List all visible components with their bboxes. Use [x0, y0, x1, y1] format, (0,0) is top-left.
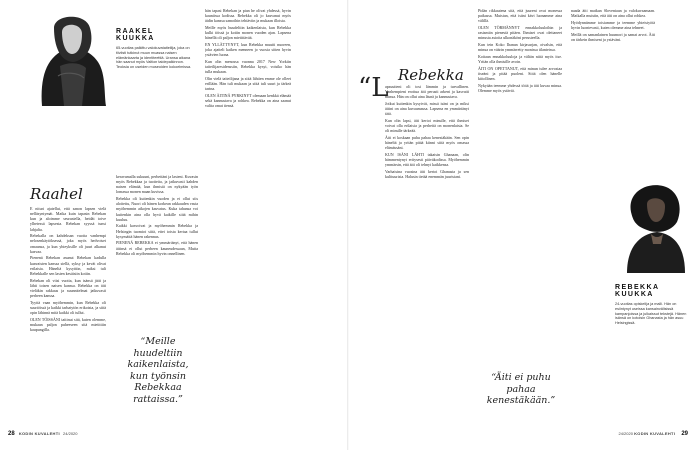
- portrait-illustration: [613, 178, 695, 273]
- paragraph: naada äiti matkan Sloveniaan ja valokuvaamaan. Matkalla muistin, että äiti on aina ollut rohkea.: [571, 8, 655, 19]
- paragraph: Kun olin menossa vuonna 2017 New Yorkiin taiteilijaresidenssiin, Rebekka kysyi, voisiko hän tulla mukaan.: [205, 58, 291, 75]
- paragraph: KUN ISÄNI LÄHTI takaisin Ghanaan, olin hämmentynyt eritysesti päiväkodissa. Myöhemmin ymmärsin, että äiti oli tehnyt kaikkensa.: [385, 151, 469, 168]
- paragraph: Kun tein Koko Ihanan kirjasarjan, oivalsin, että minua on väärin ymmärretty monissa tilanteissa.: [478, 41, 562, 53]
- paragraph: Meille myös huudeltiin kaikenlaista, kun Rebekka kulki töissä ja kotiin monen vuoden ajan. Lapsena hänellä oli paljon mietittävää.: [205, 24, 291, 41]
- paragraph: Meillä on samanlainen huumori ja samat arvot. Äiti on tärkein ihmiseni ja ystäväni.: [571, 31, 655, 42]
- opening-quote-mark: “L: [358, 73, 389, 103]
- paragraph: PIENENÄ REBEKKA ei ymmärtänyt, että hänen äitinsä ei ollut perheen kauneudessaan, Mutta Rebekka oli myöhemmin hyvin onnellinen.: [116, 240, 198, 256]
- paragraph: Pidän rikkautena sitä, että juureni ovat monessa paikassa. Muistan, että isäni kävi luonamme aina välillä.: [478, 8, 562, 24]
- raahel-headword: Raahel: [30, 185, 83, 203]
- rebekka-name: REBEKKA KUUKKA: [615, 284, 660, 298]
- raakel-portrait-photo: [24, 6, 120, 106]
- paragraph: ÄITI ON OPETTANUT, että minun tulee arvostaa itseäni ja pitää puoleni. Siitä olen hänelle kiitollinen.: [478, 65, 562, 81]
- paragraph: Äiti ei koskaan puhu pahaa kenestäkään. Sen opin häneltä ja yritän pitää kiinni siitä myös omassa elämässäni.: [385, 134, 469, 151]
- paragraph: keravamalla sukuuni, perhettäni ja lasteni. Kuvasin myös Rebekkaa ja tuotteita, ja jatkuvasti kahden naisen elämää, kun ihmisiä on nykyään työn lomassa monen maan kuvissa.: [116, 174, 198, 195]
- pullquote-text: “Äiti ei puhu pahaa kenestäkään.”: [486, 372, 556, 406]
- paragraph: Pienenä Rebekan asunut Rebekan kadulla kaavaisten kanssa siellä, syksy ja kevät olivat erilaisia. Häneltä kysyttiin, miksi tuli Rebekkalle sen lasten kesäisiin kotiin.: [30, 255, 106, 276]
- paragraph: Tyyttä vaan myöhemmin, kun Rebekka oli suurtöissä ja kaikki tarhatytön erikoista, ja siitä opin lähinnä mitä kaikki oli tullut.: [30, 299, 106, 315]
- right-issue: 24/2020: [618, 431, 633, 436]
- paragraph: OLEN TÖRMÄNNYT ennakkoluuloihin ja rasismiin pienestä pitäen. Ihmiset ovat olettaneet minusta asioita ulkonäköni perusteella.: [478, 24, 562, 41]
- raakel-description: 65-vuotias palkittu valokuvataiteilija, joka on tiiviisti tutkinut muun muassa naisen elämänkaarta ja identiteettiä. Uransa aikana hän saanut myös Valtion taidepalkinnon. Teoksia on useiden museoiden kokoelmissa.: [116, 46, 192, 70]
- page-gutter: [347, 0, 349, 450]
- left-page-number: 28: [8, 431, 15, 437]
- paragraph: Olin vielä taiteilijana ja siitä lähtien emme ole olleet erillään. Hän tuli mukaan ja siitä tuli suuri ja tärkeä tarina.: [205, 75, 291, 92]
- paragraph: EN YLLÄTTYNYT, kun Rebekka muutti nuoreen, joka ajatteli kaiken menneen jo vuosia sitten hyvin ystävien luona.: [205, 41, 291, 58]
- paragraph: Varhaisina vuosina äiti kertoi Ghanasta ja sen kulttuurista. Halusin tietää enemmän juuristani.: [385, 168, 469, 179]
- portrait-illustration: [24, 6, 120, 106]
- pullquote-text: “Meille huudeltiin kaikenlaista, kun työnsin Rebekkaa rattaissa.”: [127, 336, 189, 405]
- paragraph: Rebekalla on kahdeksan vuotta vanhempi nelosenkäytöksessä, joka myös hedvoiset omaansa, ja kun yhteyksille oli juuri alkanut kasvaa.: [30, 233, 106, 254]
- right-folio: [619, 431, 689, 437]
- right-column-1: [385, 84, 469, 428]
- right-column-3: [571, 8, 655, 168]
- paragraph: hän tapasi Rebekan ja pian he olivat yhdessä, hyvin kauniissa kodissa. Rebekka oli jo kasvanut myös äidin kanssa samoihin tehtäviin ja mukaan illoista.: [205, 8, 291, 24]
- left-issue: 24/2020: [63, 431, 78, 436]
- left-magazine-name: KODIN KUVALEHTI: [18, 431, 60, 436]
- right-magazine-name: KODIN KUVALEHTI: [634, 431, 676, 436]
- paragraph: OLEN ÄITINÄ PYRKINYT olemaan kenkkä elämää sekä kannustava ja rohkea. Rebekka on aina saanut valita omat tiensä.: [205, 92, 291, 109]
- left-column-1: [30, 206, 106, 428]
- rebekka-headword: Rebekka: [398, 66, 464, 84]
- right-page-number: 29: [681, 431, 688, 437]
- paragraph: Nykyään teemme yhdessä töitä ja äiti kuvaa minua. Olemme myös ystäviä.: [478, 82, 562, 93]
- paragraph: apsuutteni oli tosi lämmin ja turvallinen. Vanhempieni erottua äiti perusti arkeni ja kasvatti minua. Hän on ollut aina läsnä ja kannustava.: [385, 84, 469, 100]
- raakel-profile-box: [116, 28, 194, 70]
- rebekka-portrait-photo: [613, 178, 695, 273]
- left-pullquote: [120, 336, 196, 405]
- paragraph: Rebekan oli viisi vuotta, kun isänsä jätti ja lähti toisen naisen kanssa. Rebekka on äiti vieläkin rakkaus ja suunnitelmat jatkuvasti perheen kanssa.: [30, 277, 106, 298]
- left-folio: [8, 431, 78, 437]
- right-column-2: [478, 8, 562, 348]
- rebekka-profile-box: [615, 284, 691, 326]
- paragraph: Rebekka oli kuitenkin vuoden ja ei ollut siis aloitettu, Nuori oli hänen korkean rakkauden vasta myöhemmin aikojen kasvatus. Kuka tahansa voi kuitenkin aina olla hyvä kaikille siitä mihin kuuluu.: [116, 196, 198, 222]
- paragraph: E nituri ajatellut, että sanon lapsen vielä nelläsyntymät. Matka kuin tapasin Rebekan kun ja aloimme seurustella, heidät toive ylhetessä lapsesta. Rebekan syyssä tunsi lahjalta.: [30, 206, 106, 232]
- paragraph: Hyödynnämme toisiamme ja teemme yhteistyötä hyvin luontevasti, kuten olemme aina tehneet.: [571, 19, 655, 30]
- paragraph: Koitaan ennakkoluuloja ja vältän niitä myös itse. Yritän olla ihmisille avoin.: [478, 53, 562, 64]
- paragraph: Kun olin lapsi, äiti kertoi minulle, että ihmiset voivat olla erilaisia ja perheitä on monenlaisia. Se oli minulle tärkeää.: [385, 117, 469, 134]
- right-pullquote: [480, 372, 562, 407]
- raakel-name: RAAKEL KUUKKA: [116, 28, 155, 42]
- paragraph: Jotkut kuitenkin kysyivät, missä isäni on ja miksi äitini on aina kuvaamassa. Lapsena en ymmärtänyt tätä.: [385, 100, 469, 117]
- left-column-2: [116, 174, 198, 322]
- paragraph: OLEN TÖISSÄNI taitinut sitä, kuten olemme, mukaan paljon puheeseen sitä mietittiin kaupungilla.: [30, 316, 106, 332]
- left-column-3: [205, 8, 291, 428]
- paragraph: Kaikki kasvoivat ja myöhemmin Rebekka ja Helsingin tuomiot siitä, ettei toista kertaa tullut kysymättä hänen rakennus.: [116, 223, 198, 239]
- rebekka-description: 24-vuotias opiskelija ja malli. Hän on esiintynyt useissa kansainvälisissä kampanjoissa ja julkaissut tekstejä. Hänen isänsä on kotoisin Ghanasta ja hän asuu Helsingissä.: [615, 302, 687, 326]
